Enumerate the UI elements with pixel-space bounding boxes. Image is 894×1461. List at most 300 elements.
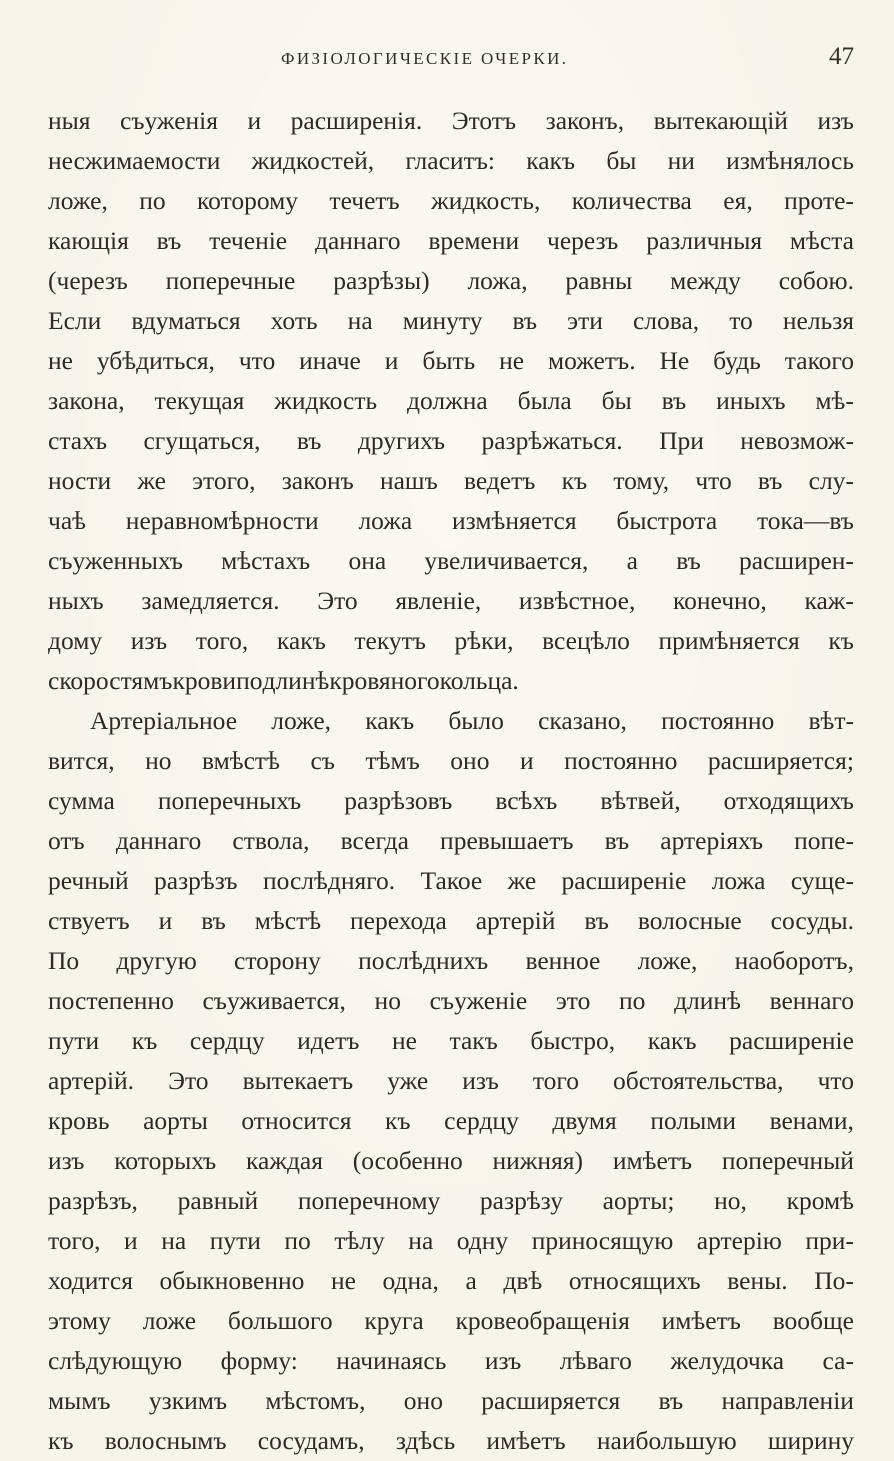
word: Это <box>317 586 358 615</box>
word: волосные <box>637 906 742 935</box>
word: Это <box>168 1066 209 1095</box>
text-line <box>48 141 854 181</box>
word: большого <box>227 1306 333 1335</box>
word: веннаго <box>769 986 854 1015</box>
word: расширеніе <box>729 1026 854 1055</box>
word: вмѣстѣ <box>202 746 280 775</box>
word: тѣмъ <box>365 746 420 775</box>
word: по <box>236 666 263 695</box>
text-line <box>48 501 854 541</box>
word: и <box>158 906 173 935</box>
word: расширенія. <box>290 106 423 135</box>
word: расширен- <box>739 546 854 575</box>
text-line <box>48 1021 854 1061</box>
word: постоянно <box>564 746 678 775</box>
running-head <box>48 45 854 73</box>
word: того, <box>195 626 249 655</box>
word: двумя <box>552 1106 617 1135</box>
word: обыкновенно <box>159 1266 305 1295</box>
word: проте- <box>784 186 854 215</box>
word: замедляется. <box>141 586 280 615</box>
word: какъ <box>526 146 576 175</box>
word: ложе, <box>48 186 108 215</box>
word: такъ <box>449 1026 498 1055</box>
paragraph-last-line <box>48 661 854 701</box>
word: постоянно <box>661 706 775 735</box>
word: превышаетъ <box>440 826 574 855</box>
word: мѣстахъ <box>221 546 311 575</box>
word: измѣняется <box>452 506 577 535</box>
word: венное <box>525 946 601 975</box>
word: По- <box>814 1266 854 1295</box>
word: эти <box>567 306 603 335</box>
text-line <box>48 301 854 341</box>
word: къ <box>131 1026 158 1055</box>
word: сторону <box>234 946 321 975</box>
text-line <box>48 181 854 221</box>
word: артерій <box>475 906 556 935</box>
word: мѣстѣ <box>254 906 322 935</box>
word: въ <box>757 466 783 495</box>
word: вѣт- <box>808 706 854 735</box>
word: ствуетъ <box>48 906 130 935</box>
word: сердцу <box>189 1026 265 1055</box>
word: длинѣ <box>262 666 330 695</box>
word: съуженныхъ <box>48 546 183 575</box>
word: быстро, <box>530 1026 616 1055</box>
word: къ <box>384 1106 411 1135</box>
word: вытекающій <box>653 106 788 135</box>
word: хоть <box>270 306 318 335</box>
text-line <box>48 941 854 981</box>
word: Если <box>48 306 102 335</box>
word: количества <box>571 186 692 215</box>
text-line <box>48 1421 854 1461</box>
word: а <box>626 546 638 575</box>
word: артерію <box>696 1226 782 1255</box>
word: измѣнялось <box>726 146 854 175</box>
word: вдуматься <box>131 306 241 335</box>
word: суще- <box>790 866 854 895</box>
word: чаѣ <box>48 506 86 535</box>
word: пути <box>209 1226 261 1255</box>
word: мымъ <box>48 1386 111 1415</box>
word: и <box>519 746 534 775</box>
word: относится <box>241 1106 352 1135</box>
word: сосуды. <box>770 906 854 935</box>
word: отъ <box>48 826 85 855</box>
word: теченіе <box>209 226 288 255</box>
text-line <box>48 1101 854 1141</box>
text-line <box>48 821 854 861</box>
word: жидкость, <box>431 186 541 215</box>
word: изъ <box>817 106 854 135</box>
word: ходится <box>48 1266 133 1295</box>
word: а <box>465 1266 477 1295</box>
word: длинѣ <box>674 986 741 1015</box>
word: что <box>817 1066 854 1095</box>
word: разрѣзъ <box>154 866 238 895</box>
word: и <box>124 1226 138 1255</box>
word: въ <box>512 306 538 335</box>
word: какъ <box>365 706 415 735</box>
word: уже <box>387 1066 429 1095</box>
word: что <box>695 466 732 495</box>
word: поперечныхъ <box>157 786 302 815</box>
word: постепенно <box>48 986 174 1015</box>
word: одна, <box>382 1266 439 1295</box>
word: невозмож- <box>740 426 854 455</box>
word: сосудамъ, <box>257 1426 365 1455</box>
word: начинаясь <box>336 1346 447 1375</box>
word: разрѣзу <box>479 1186 563 1215</box>
word: приносящую <box>531 1226 674 1255</box>
text-line <box>48 1061 854 1101</box>
word: законъ <box>281 466 354 495</box>
word: можетъ. <box>548 346 636 375</box>
word: дому <box>48 626 103 655</box>
word: одну <box>456 1226 509 1255</box>
word: но <box>145 746 172 775</box>
word: увеличивается, <box>424 546 589 575</box>
word: оно <box>450 746 490 775</box>
word: разрѣжаться. <box>481 426 623 455</box>
word: пути <box>48 1026 100 1055</box>
word: ложе, <box>271 706 332 735</box>
word: къ <box>828 626 854 655</box>
word: са- <box>822 1346 854 1375</box>
word: лѣваго <box>559 1346 632 1375</box>
word: ложа, <box>467 266 528 295</box>
word: имѣетъ <box>486 1426 566 1455</box>
word: изъ <box>48 1146 85 1175</box>
word: ныхъ <box>48 586 104 615</box>
word: идетъ <box>297 1026 360 1055</box>
word: вѣтвей, <box>600 786 681 815</box>
word: Такое <box>420 866 483 895</box>
word: сумма <box>48 786 115 815</box>
text-line <box>48 261 854 301</box>
word: Артеріальное <box>90 706 238 735</box>
word: имѣетъ <box>612 1146 693 1175</box>
word: узкимъ <box>148 1386 228 1415</box>
body-text <box>48 101 854 1461</box>
word: разрѣзовъ <box>344 786 453 815</box>
word: будь <box>713 346 761 375</box>
word: иныхъ <box>716 386 786 415</box>
word: каждая <box>246 1146 323 1175</box>
word: ложа <box>711 866 766 895</box>
word: Этотъ <box>451 106 517 135</box>
word: ныя <box>48 106 91 135</box>
word: другую <box>116 946 197 975</box>
word: ведетъ <box>463 466 536 495</box>
word: въ <box>201 906 226 935</box>
word: черезъ <box>547 226 619 255</box>
text-line <box>48 381 854 421</box>
word: разрѣзъ, <box>48 1186 138 1215</box>
word: равны <box>565 266 633 295</box>
word: какъ <box>276 626 326 655</box>
word: крови <box>172 666 237 695</box>
word: нижняя) <box>492 1146 584 1175</box>
word: съуживается, <box>202 986 346 1015</box>
word: не <box>391 1026 417 1055</box>
word: мѣстомъ, <box>265 1386 366 1415</box>
word: рѣки, <box>454 626 514 655</box>
word: между <box>670 266 741 295</box>
running-title: ФИЗІОЛОГИЧЕСКІЕ ОЧЕРКИ. <box>281 49 569 68</box>
word: извѣстное, <box>518 586 636 615</box>
word: скоростямъ <box>48 666 173 695</box>
word: кровь <box>48 1106 110 1135</box>
word: законъ, <box>545 106 625 135</box>
word: въ <box>296 426 322 455</box>
word: расширеніе <box>561 866 687 895</box>
word: нельзя <box>782 306 854 335</box>
text-line <box>48 581 854 621</box>
word: на <box>161 1226 187 1255</box>
word: равный <box>177 1186 259 1215</box>
word: по <box>619 986 646 1015</box>
word: вытекаетъ <box>242 1066 354 1095</box>
word: такого <box>784 346 854 375</box>
word: съуженіе <box>429 986 528 1015</box>
word: что <box>238 346 276 375</box>
word: наибольшую <box>596 1426 737 1455</box>
word: гласитъ: <box>405 146 495 175</box>
word: это <box>555 986 591 1015</box>
word: къ <box>561 466 588 495</box>
word: артерій. <box>48 1066 135 1095</box>
word: собою. <box>778 266 854 295</box>
word: направленіи <box>721 1386 854 1415</box>
word: которому <box>197 186 299 215</box>
word: каж- <box>804 586 854 615</box>
word: При <box>659 426 704 455</box>
word: ложа <box>358 506 413 535</box>
word: попе- <box>794 826 854 855</box>
word: она <box>348 546 387 575</box>
word: же <box>507 866 537 895</box>
word: текущая <box>154 386 245 415</box>
text-line <box>48 741 854 781</box>
word: текутъ <box>354 626 426 655</box>
text-line <box>48 981 854 1021</box>
word: двѣ <box>503 1266 543 1295</box>
word: (особенно <box>352 1146 463 1175</box>
word: примѣняется <box>658 626 800 655</box>
word: всегда <box>340 826 409 855</box>
text-line <box>48 1341 854 1381</box>
word: наоборотъ, <box>734 946 854 975</box>
word: тому, <box>613 466 670 495</box>
word: кровяного <box>329 666 440 695</box>
word: ни <box>667 146 695 175</box>
word: ложе, <box>637 946 698 975</box>
text-line <box>48 621 854 661</box>
word: даннаго <box>314 226 401 255</box>
text-line <box>48 781 854 821</box>
word: въ <box>584 906 609 935</box>
word: въ <box>661 386 687 415</box>
word: времени <box>428 226 520 255</box>
word: минуту <box>402 306 483 335</box>
word: и <box>247 106 262 135</box>
word: которыхъ <box>114 1146 217 1175</box>
word: кромѣ <box>786 1186 854 1215</box>
word: послѣдняго. <box>262 866 396 895</box>
word: по <box>139 186 166 215</box>
word: По <box>48 946 80 975</box>
word: на <box>408 1226 434 1255</box>
word: неравномѣрности <box>125 506 319 535</box>
word: изъ <box>484 1346 522 1375</box>
word: ея, <box>723 186 753 215</box>
word: въ <box>676 546 701 575</box>
word: слу- <box>808 466 854 495</box>
word: мѣ- <box>815 386 854 415</box>
word: къ <box>48 1426 74 1455</box>
word: того <box>532 1066 579 1095</box>
word: оно <box>403 1386 443 1415</box>
page-number: 47 <box>829 43 854 70</box>
word: полыми <box>650 1106 737 1135</box>
word: венами, <box>769 1106 854 1135</box>
word: сгущаться, <box>143 426 261 455</box>
word: не <box>330 1266 356 1295</box>
word: расширяется <box>481 1386 621 1415</box>
word: ствола, <box>232 826 310 855</box>
word: же <box>137 466 166 495</box>
text-line <box>48 901 854 941</box>
word: ложе <box>142 1306 197 1335</box>
word: здѣсь <box>395 1426 456 1455</box>
word: сказано, <box>538 706 627 735</box>
word: конечно, <box>673 586 767 615</box>
word: вообще <box>772 1306 854 1335</box>
text-line <box>48 341 854 381</box>
word: закона, <box>48 386 125 415</box>
word: была <box>517 386 572 415</box>
word: нашъ <box>379 466 438 495</box>
word: не <box>48 346 73 375</box>
word: кровеобращенія <box>455 1306 630 1335</box>
paragraph-first-line <box>48 701 854 741</box>
word: другихъ <box>357 426 446 455</box>
text-line <box>48 1261 854 1301</box>
word: и <box>384 346 399 375</box>
word: относящихъ <box>568 1266 701 1295</box>
text-line <box>48 1181 854 1221</box>
word: ности <box>48 466 112 495</box>
word: съуженія <box>120 106 218 135</box>
text-line <box>48 421 854 461</box>
word: обстоятельства, <box>613 1066 784 1095</box>
word: съ <box>310 746 335 775</box>
word: различныя <box>646 226 763 255</box>
word: всѣхъ <box>495 786 558 815</box>
word: ширину <box>767 1426 854 1455</box>
word: (черезъ <box>48 266 128 295</box>
word: слова, <box>632 306 700 335</box>
word: въ <box>604 826 630 855</box>
word: то <box>729 306 753 335</box>
word: но <box>374 986 401 1015</box>
word: жидкость <box>274 386 378 415</box>
word: быстрота <box>616 506 718 535</box>
word: сердцу <box>444 1106 519 1135</box>
word: на <box>347 306 373 335</box>
word: явленіе, <box>395 586 482 615</box>
word: поперечный <box>721 1146 854 1175</box>
word: круга <box>364 1306 424 1335</box>
word: въ <box>658 1386 684 1415</box>
word: изъ <box>130 626 168 655</box>
word: поперечному <box>297 1186 441 1215</box>
word: вится, <box>48 746 115 775</box>
word: кающія <box>48 226 129 255</box>
word: изъ <box>462 1066 499 1095</box>
text-line <box>48 461 854 501</box>
word: аорты; <box>602 1186 675 1215</box>
text-line <box>48 1221 854 1261</box>
word: въ <box>156 226 182 255</box>
word: форму: <box>220 1346 298 1375</box>
word: бы <box>601 386 632 415</box>
word: стахъ <box>48 426 108 455</box>
text-line <box>48 861 854 901</box>
word: убѣдиться, <box>96 346 215 375</box>
word: этому <box>48 1306 111 1335</box>
word: жидкостей, <box>251 146 375 175</box>
word: по <box>284 1226 311 1255</box>
word: желудочка <box>670 1346 785 1375</box>
word: того, <box>48 1226 101 1255</box>
word: отходящихъ <box>723 786 854 815</box>
text-line <box>48 221 854 261</box>
word: при- <box>805 1226 854 1255</box>
word: речный <box>48 866 129 895</box>
word: бы <box>606 146 637 175</box>
word: тока—въ <box>757 506 854 535</box>
text-line <box>48 541 854 581</box>
word: тѣлу <box>334 1226 385 1255</box>
word: было <box>448 706 504 735</box>
word: перехода <box>350 906 447 935</box>
word: иначе <box>299 346 361 375</box>
word: этого, <box>192 466 256 495</box>
word: артеріяхъ <box>660 826 764 855</box>
text-line <box>48 1141 854 1181</box>
word: несжимаемости <box>48 146 221 175</box>
word: поперечные <box>165 266 296 295</box>
word: но, <box>714 1186 747 1215</box>
word: даннаго <box>115 826 202 855</box>
word: слѣдующую <box>48 1346 183 1375</box>
word: должна <box>407 386 488 415</box>
word: быть <box>422 346 476 375</box>
word: мѣста <box>789 226 854 255</box>
text-line <box>48 1381 854 1421</box>
word: всецѣло <box>542 626 630 655</box>
word: волоснымъ <box>104 1426 227 1455</box>
word: расширяется; <box>707 746 854 775</box>
word: вены. <box>727 1266 788 1295</box>
word: аорты <box>143 1106 208 1135</box>
text-line <box>48 1301 854 1341</box>
word: имѣетъ <box>661 1306 741 1335</box>
